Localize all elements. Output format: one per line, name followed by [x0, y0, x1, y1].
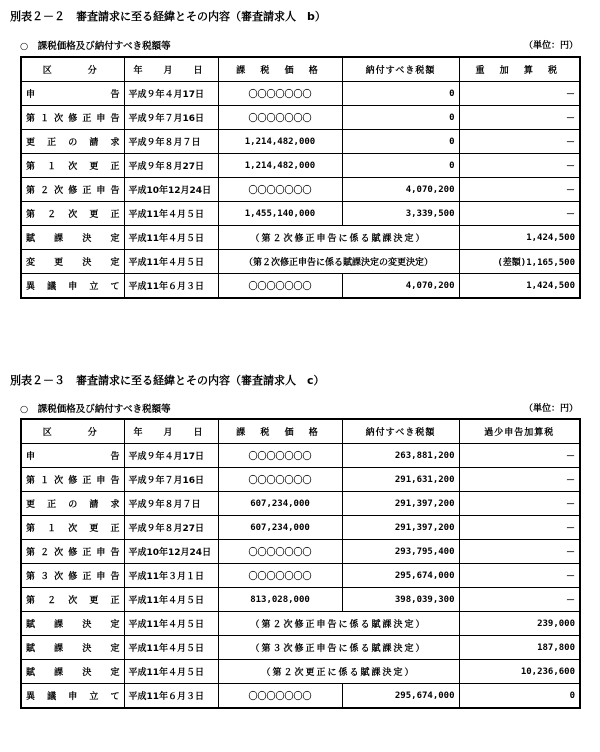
row-kubun: 変更決定: [21, 250, 124, 274]
row-kubun: 第２次修正申告: [21, 540, 124, 564]
row-date: 平成11年４月５日: [124, 636, 218, 660]
table-c-unit: （単位：円）: [523, 404, 578, 414]
row-date: 平成９年８月27日: [124, 516, 218, 540]
row-kazei: 〇〇〇〇〇〇〇: [218, 178, 342, 202]
row-kazei: 〇〇〇〇〇〇〇: [218, 82, 342, 106]
row-kasan: －: [459, 202, 580, 226]
table-row: [21, 444, 580, 468]
row-kazei: 1,214,482,000: [218, 130, 342, 154]
row-date: 平成11年４月５日: [124, 660, 218, 684]
row-kasan: 10,236,600: [459, 660, 580, 684]
table-row: [21, 226, 580, 250]
row-kazei: 1,214,482,000: [218, 154, 342, 178]
table-b: [20, 56, 581, 299]
row-date: 平成９年８月７日: [124, 492, 218, 516]
header-kubun: 区 分: [21, 419, 124, 444]
row-date: 平成11年４月５日: [124, 588, 218, 612]
row-date: 平成９年７月16日: [124, 468, 218, 492]
row-kubun: 更正の請求: [21, 492, 124, 516]
row-nofu: 291,631,200: [342, 468, 459, 492]
table-c-title: 別表２－３ 審査請求に至る経緯とその内容（審査請求人 c）: [10, 374, 325, 387]
row-kazei: 〇〇〇〇〇〇〇: [218, 444, 342, 468]
row-kasan: －: [459, 154, 580, 178]
row-nofu: 4,070,200: [342, 178, 459, 202]
row-date: 平成９年８月27日: [124, 154, 218, 178]
row-kasan: －: [459, 492, 580, 516]
table-b-title: 別表２－２ 審査請求に至る経緯とその内容（審査請求人 b）: [10, 10, 326, 23]
row-nofu: 263,881,200: [342, 444, 459, 468]
header-date: 年 月 日: [124, 419, 218, 444]
row-kazei: 〇〇〇〇〇〇〇: [218, 564, 342, 588]
row-note: （第２次修正申告に係る賦課決定）: [218, 226, 459, 250]
row-kazei: 607,234,000: [218, 492, 342, 516]
row-kazei: 〇〇〇〇〇〇〇: [218, 540, 342, 564]
row-nofu: 0: [342, 82, 459, 106]
row-kazei: 〇〇〇〇〇〇〇: [218, 106, 342, 130]
row-kubun: 申 告: [21, 82, 124, 106]
row-date: 平成10年12月24日: [124, 540, 218, 564]
table-b-header-row: [21, 57, 580, 82]
row-kazei: 〇〇〇〇〇〇〇: [218, 468, 342, 492]
row-kasan: －: [459, 516, 580, 540]
row-note: （第２次修正申告に係る賦課決定の変更決定）: [218, 250, 459, 274]
row-date: 平成11年４月５日: [124, 202, 218, 226]
row-kubun: 賦課決定: [21, 612, 124, 636]
row-kasan: －: [459, 588, 580, 612]
table-row: [21, 588, 580, 612]
row-kasan: 0: [459, 684, 580, 709]
row-date: 平成11年４月５日: [124, 612, 218, 636]
row-kasan: －: [459, 82, 580, 106]
table-row: [21, 468, 580, 492]
table-row: [21, 154, 580, 178]
row-kubun: 異議申立て: [21, 274, 124, 299]
header-date: 年 月 日: [124, 57, 218, 82]
row-nofu: 0: [342, 154, 459, 178]
table-c: [20, 418, 581, 709]
row-date: 平成９年４月17日: [124, 444, 218, 468]
row-note: （第３次修正申告に係る賦課決定）: [218, 636, 459, 660]
row-kazei: 813,028,000: [218, 588, 342, 612]
row-kasan: 1,424,500: [459, 274, 580, 299]
table-row: [21, 564, 580, 588]
row-kubun: 賦課決定: [21, 226, 124, 250]
table-row: [21, 130, 580, 154]
row-kasan: －: [459, 540, 580, 564]
row-nofu: 293,795,400: [342, 540, 459, 564]
row-kasan: －: [459, 106, 580, 130]
row-kasan: －: [459, 178, 580, 202]
row-date: 平成11年３月１日: [124, 564, 218, 588]
row-kasan: －: [459, 130, 580, 154]
table-row: [21, 82, 580, 106]
row-date: 平成11年４月５日: [124, 226, 218, 250]
table-row: [21, 492, 580, 516]
row-kubun: 第３次修正申告: [21, 564, 124, 588]
row-note: （第２次更正に係る賦課決定）: [218, 660, 459, 684]
row-kubun: 第２次更正: [21, 588, 124, 612]
table-b-subtitle: ○ 課税価格及び納付すべき税額等: [20, 41, 171, 52]
table-row: [21, 660, 580, 684]
row-date: 平成11年４月５日: [124, 250, 218, 274]
row-kasan: －: [459, 564, 580, 588]
row-kubun: 賦課決定: [21, 636, 124, 660]
row-kubun: 異議申立て: [21, 684, 124, 709]
header-nofu: 納付すべき税額: [342, 57, 459, 82]
table-b-unit: （単位：円）: [523, 41, 578, 51]
row-nofu: 0: [342, 106, 459, 130]
row-kasan: 187,800: [459, 636, 580, 660]
row-nofu: 295,674,000: [342, 684, 459, 709]
row-kasan: －: [459, 468, 580, 492]
table-row: [21, 540, 580, 564]
table-c-header-row: [21, 419, 580, 444]
row-kubun: 第１次更正: [21, 516, 124, 540]
row-nofu: 398,039,300: [342, 588, 459, 612]
row-kasan: 1,424,500: [459, 226, 580, 250]
row-kubun: 更正の請求: [21, 130, 124, 154]
row-kasan: (差額)1,165,500: [459, 250, 580, 274]
table-row: [21, 612, 580, 636]
header-kazei: 課 税 価 格: [218, 419, 342, 444]
row-kubun: 第１次更正: [21, 154, 124, 178]
table-row: [21, 684, 580, 709]
row-kubun: 賦課決定: [21, 660, 124, 684]
row-nofu: 3,339,500: [342, 202, 459, 226]
row-nofu: 291,397,200: [342, 516, 459, 540]
table-row: [21, 516, 580, 540]
row-kubun: 第１次修正申告: [21, 106, 124, 130]
row-nofu: 295,674,000: [342, 564, 459, 588]
row-kazei: 〇〇〇〇〇〇〇: [218, 684, 342, 709]
row-kazei: 607,234,000: [218, 516, 342, 540]
table-row: [21, 250, 580, 274]
header-kasan: 過少申告加算税: [459, 419, 580, 444]
table-row: [21, 202, 580, 226]
table-row: [21, 636, 580, 660]
table-row: [21, 106, 580, 130]
row-kazei: 〇〇〇〇〇〇〇: [218, 274, 342, 299]
row-nofu: 291,397,200: [342, 492, 459, 516]
header-kazei: 課 税 価 格: [218, 57, 342, 82]
row-date: 平成９年７月16日: [124, 106, 218, 130]
row-kubun: 第２次修正申告: [21, 178, 124, 202]
header-nofu: 納付すべき税額: [342, 419, 459, 444]
row-note: （第２次修正申告に係る賦課決定）: [218, 612, 459, 636]
row-date: 平成10年12月24日: [124, 178, 218, 202]
table-row: [21, 274, 580, 299]
row-kubun: 第２次更正: [21, 202, 124, 226]
row-date: 平成11年６月３日: [124, 274, 218, 299]
header-kubun: 区 分: [21, 57, 124, 82]
header-kasan: 重 加 算 税: [459, 57, 580, 82]
row-kazei: 1,455,140,000: [218, 202, 342, 226]
row-kasan: 239,000: [459, 612, 580, 636]
row-date: 平成９年８月７日: [124, 130, 218, 154]
table-c-subtitle: ○ 課税価格及び納付すべき税額等: [20, 404, 171, 415]
row-nofu: 0: [342, 130, 459, 154]
row-date: 平成９年４月17日: [124, 82, 218, 106]
row-kasan: －: [459, 444, 580, 468]
row-nofu: 4,070,200: [342, 274, 459, 299]
row-kubun: 申 告: [21, 444, 124, 468]
table-row: [21, 178, 580, 202]
row-kubun: 第１次修正申告: [21, 468, 124, 492]
row-date: 平成11年６月３日: [124, 684, 218, 709]
